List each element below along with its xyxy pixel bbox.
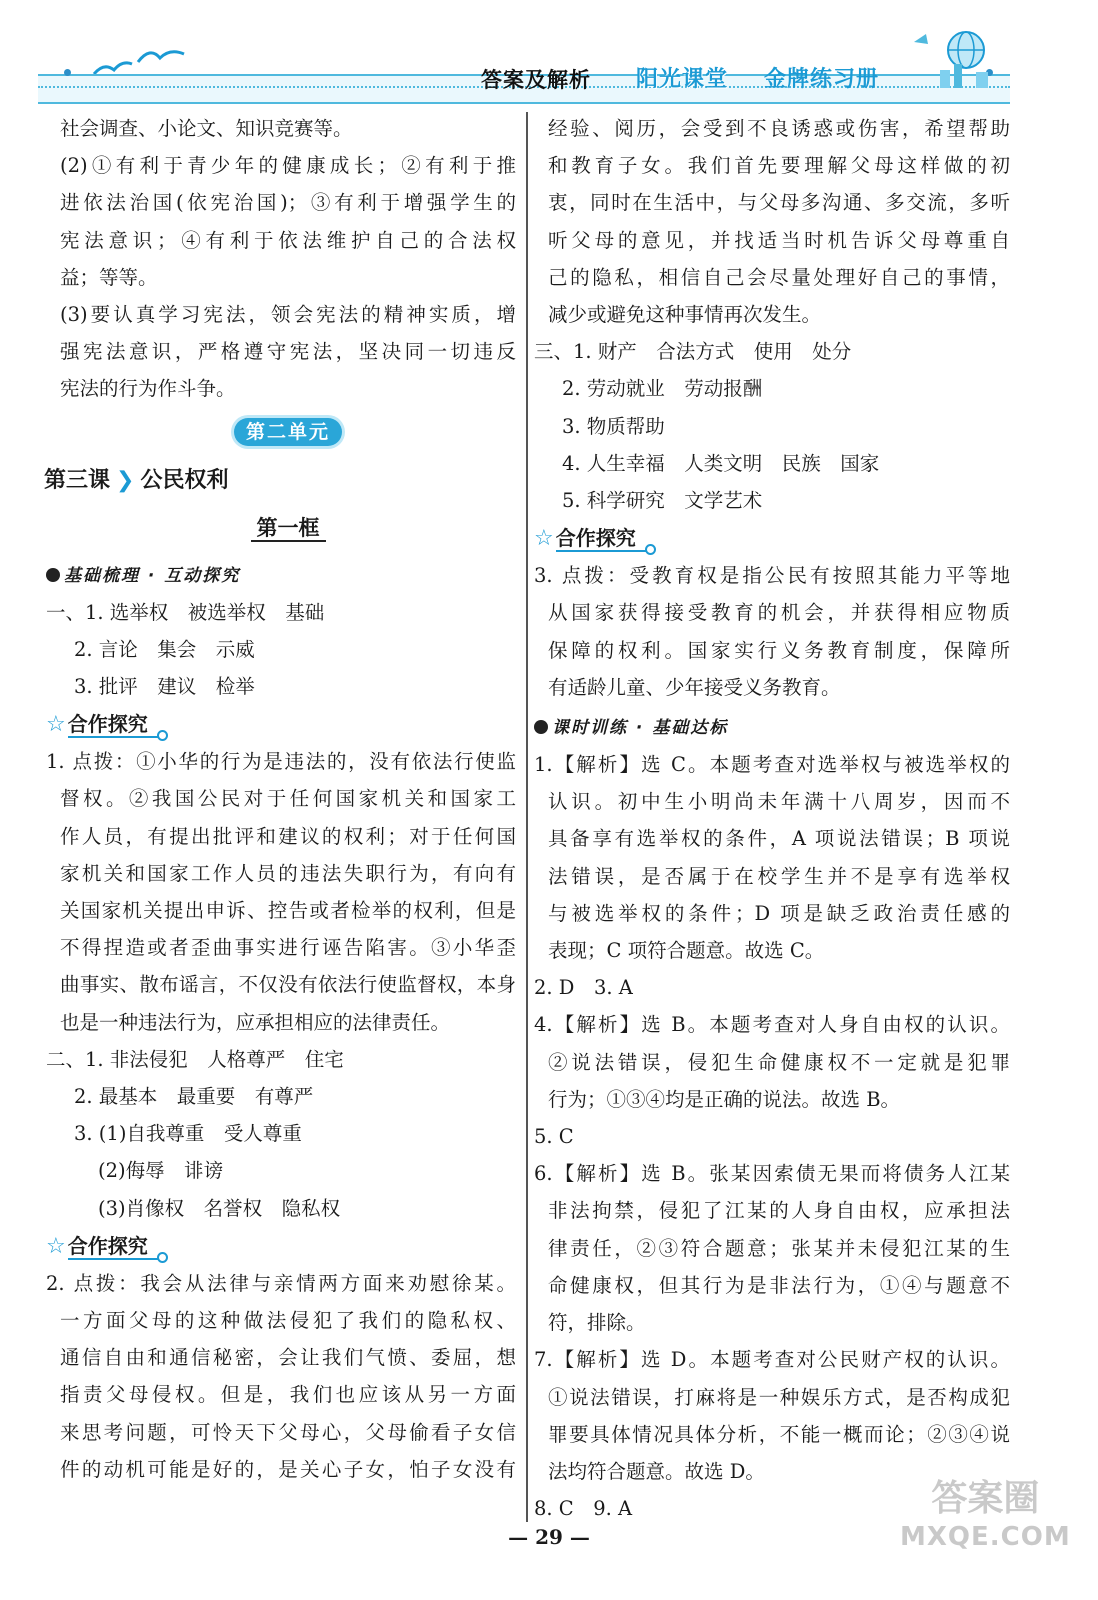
star-icon: ☆ xyxy=(534,526,554,552)
answer-line: (2)侮辱 诽谤 xyxy=(98,1159,224,1183)
text-line: 律责任，②③符合题意；张某并未侵犯江某的生 xyxy=(548,1236,1010,1260)
text-line: 听父母的意见，并找适当时机告诉父母尊重自 xyxy=(548,228,1010,252)
text-line: 宪法的行为作斗争。 xyxy=(60,377,236,401)
answer-line: 三、1. 财产 合法方式 使用 处分 xyxy=(534,340,852,364)
text-line: 行为；①③④均是正确的说法。故选 B。 xyxy=(548,1087,901,1111)
chevron-right-icon: ❯ xyxy=(116,467,135,493)
lesson-name: 公民权利 xyxy=(140,467,229,493)
frame-title: 第一框 xyxy=(60,506,516,554)
text-line: 非法拘禁，侵犯了江某的人身自由权，应承担法 xyxy=(548,1199,1010,1223)
column-divider xyxy=(526,112,528,1522)
answer-line: (3)肖像权 名誉权 隐私权 xyxy=(98,1196,341,1220)
text-line: ②说法错误，侵犯生命健康权不一定就是犯罪 xyxy=(548,1050,1010,1074)
answer-line: 3. 批评 建议 检举 xyxy=(74,675,255,699)
text-line: 从国家获得接受教育的机会，并获得相应物质 xyxy=(548,601,1010,625)
text-line: 也是一种违法行为，应承担相应的法律责任。 xyxy=(60,1010,451,1034)
answer-line: 二、1. 非法侵犯 人格尊严 住宅 xyxy=(46,1047,344,1071)
text-line: 减少或避免这种事情再次发生。 xyxy=(548,303,822,327)
answer-line: 8. C 9. A xyxy=(534,1497,633,1521)
text-line: 督权。②我国公民对于任何国家机关和国家工 xyxy=(60,787,516,811)
text-line: 作人员，有提出批评和建议的权利；对于任何国 xyxy=(60,824,516,848)
answer-line: 2. 劳动就业 劳动报酬 xyxy=(562,377,763,401)
text-line: 7.【解析】选 D。本题考查对公民财产权的认识。 xyxy=(534,1348,1010,1372)
text-line: 宪法意识；④有利于依法维护自己的合法权 xyxy=(60,228,516,252)
coop-heading: ☆ 合作探究 xyxy=(46,705,516,743)
text-line: 家机关和国家工作人员的违法失职行为，有向有 xyxy=(60,861,516,885)
text-line: 1. 点拨：①小华的行为是违法的，没有依法行使监 xyxy=(46,750,516,774)
section-bullet-icon xyxy=(534,720,548,734)
text-line: 己的隐私，相信自己会尽量处理好自己的事情， xyxy=(548,265,1010,289)
answer-line: 5. 科学研究 文学艺术 xyxy=(562,489,763,513)
page-number: — 29 — xyxy=(508,1525,590,1549)
text-line: 6.【解析】选 B。张某因索债无果而将债务人江某 xyxy=(534,1162,1010,1186)
right-column xyxy=(534,110,1010,1527)
text-line: 不得捏造或者歪曲事实进行诬告陷害。③小华歪 xyxy=(60,936,516,960)
text-line: 来思考问题，可怜天下父母心，父母偷看子女信 xyxy=(60,1420,516,1444)
text-line: 和教育子女。我们首先要理解父母这样做的初 xyxy=(548,154,1010,178)
text-line: 一方面父母的这种做法侵犯了我们的隐私权、 xyxy=(60,1309,516,1333)
answer-line: 5. C xyxy=(534,1125,574,1149)
text-line: 命健康权，但其行为是非法行为，①④与题意不 xyxy=(548,1273,1010,1297)
text-line: 社会调查、小论文、知识竞赛等。 xyxy=(60,117,353,140)
watermark: 答案圈 MXQE.COM xyxy=(900,1478,1071,1552)
text-line: 符，排除。 xyxy=(548,1311,646,1335)
section-heading: 基础梳理 · 互动探究 xyxy=(46,554,516,594)
page-header xyxy=(36,28,1012,106)
lesson-number: 第三课 xyxy=(44,467,111,493)
text-line: 3. 点拨：受教育权是指公民有按照其能力平等地 xyxy=(534,564,1010,588)
globe-icon xyxy=(906,28,1006,90)
text-line: 有适龄儿童、少年接受义务教育。 xyxy=(548,675,841,699)
text-line: 法均符合题意。故选 D。 xyxy=(548,1459,765,1483)
text-line: 经验、阅历，会受到不良诱惑或伤害，希望帮助 xyxy=(548,117,1010,140)
text-line: ①说法错误，打麻将是一种娱乐方式，是否构成犯 xyxy=(548,1385,1010,1409)
text-line: 曲事实、散布谣言，不仅没有依法行使监督权，本身 xyxy=(60,973,516,997)
left-column xyxy=(44,110,516,1488)
text-line: (2)①有利于青少年的健康成长；②有利于推 xyxy=(60,154,516,178)
text-line: 进依法治国(依宪治国)；③有利于增强学生的 xyxy=(60,191,516,215)
coop-heading: ☆ 合作探究 xyxy=(46,1227,516,1265)
text-line: 表现；C 项符合题意。故选 C。 xyxy=(548,939,825,963)
text-line: 关国家机关提出申诉、控告或者检举的权利，但是 xyxy=(60,899,516,923)
header-dot xyxy=(64,69,71,76)
unit-badge-row xyxy=(60,408,516,456)
answer-line: 2. D 3. A xyxy=(534,976,633,1000)
answer-line: 一、1. 选举权 被选举权 基础 xyxy=(46,600,325,624)
lesson-title xyxy=(44,456,516,506)
header-answer-title: 答案及解析 xyxy=(481,68,591,92)
header-brand-2: 金牌练习册 xyxy=(764,67,880,92)
section-bullet-icon xyxy=(46,568,60,582)
answer-line: 2. 最基本 最重要 有尊严 xyxy=(74,1085,314,1109)
text-line: 通信自由和通信秘密，会让我们气愤、委屈，想 xyxy=(60,1346,516,1370)
text-line: 益；等等。 xyxy=(60,265,158,289)
star-icon: ☆ xyxy=(46,712,66,738)
text-line: 法错误，是否属于在校学生并不是享有选举权 xyxy=(548,864,1010,888)
text-line: 件的动机可能是好的，是关心子女，怕子女没有 xyxy=(60,1457,516,1481)
text-line: 罪要具体情况具体分析，不能一概而论；②③④说 xyxy=(548,1422,1010,1446)
answer-line: 3. 物质帮助 xyxy=(562,414,665,438)
text-line: 1.【解析】选 C。本题考查对选举权与被选举权的 xyxy=(534,753,1010,777)
text-line: 衷，同时在生活中，与父母多沟通、多交流，多听 xyxy=(548,191,1010,215)
text-line: 与被选举权的条件；D 项是缺乏政治责任感的 xyxy=(548,901,1010,925)
text-line: 认识。初中生小明尚未年满十八周岁，因而不 xyxy=(548,790,1010,814)
text-line: 保障的权利。国家实行义务教育制度，保障所 xyxy=(548,638,1010,662)
text-line: 2. 点拨：我会从法律与亲情两方面来劝慰徐某。 xyxy=(46,1271,516,1295)
section-heading: 课时训练 · 基础达标 xyxy=(534,706,1010,746)
answer-line: 3. (1)自我尊重 受人尊重 xyxy=(74,1122,302,1146)
answer-line: 4. 人生幸福 人类文明 民族 国家 xyxy=(562,451,880,475)
text-line: 强宪法意识，严格遵守宪法，坚决同一切违反 xyxy=(60,340,516,364)
text-line: 具备享有选举权的条件，A 项说法错误；B 项说 xyxy=(548,827,1010,851)
text-line: 4.【解析】选 B。本题考查对人身自由权的认识。 xyxy=(534,1013,1010,1037)
unit-badge: 第二单元 xyxy=(234,418,342,446)
answer-line: 2. 言论 集会 示威 xyxy=(74,637,255,661)
text-line: 指责父母侵权。但是，我们也应该从另一方面 xyxy=(60,1383,516,1407)
text-line: (3)要认真学习宪法，领会宪法的精神实质，增 xyxy=(60,303,516,327)
header-brand: 阳光课堂 xyxy=(636,67,729,92)
coop-heading: ☆ 合作探究 xyxy=(534,519,1010,557)
star-icon: ☆ xyxy=(46,1233,66,1259)
